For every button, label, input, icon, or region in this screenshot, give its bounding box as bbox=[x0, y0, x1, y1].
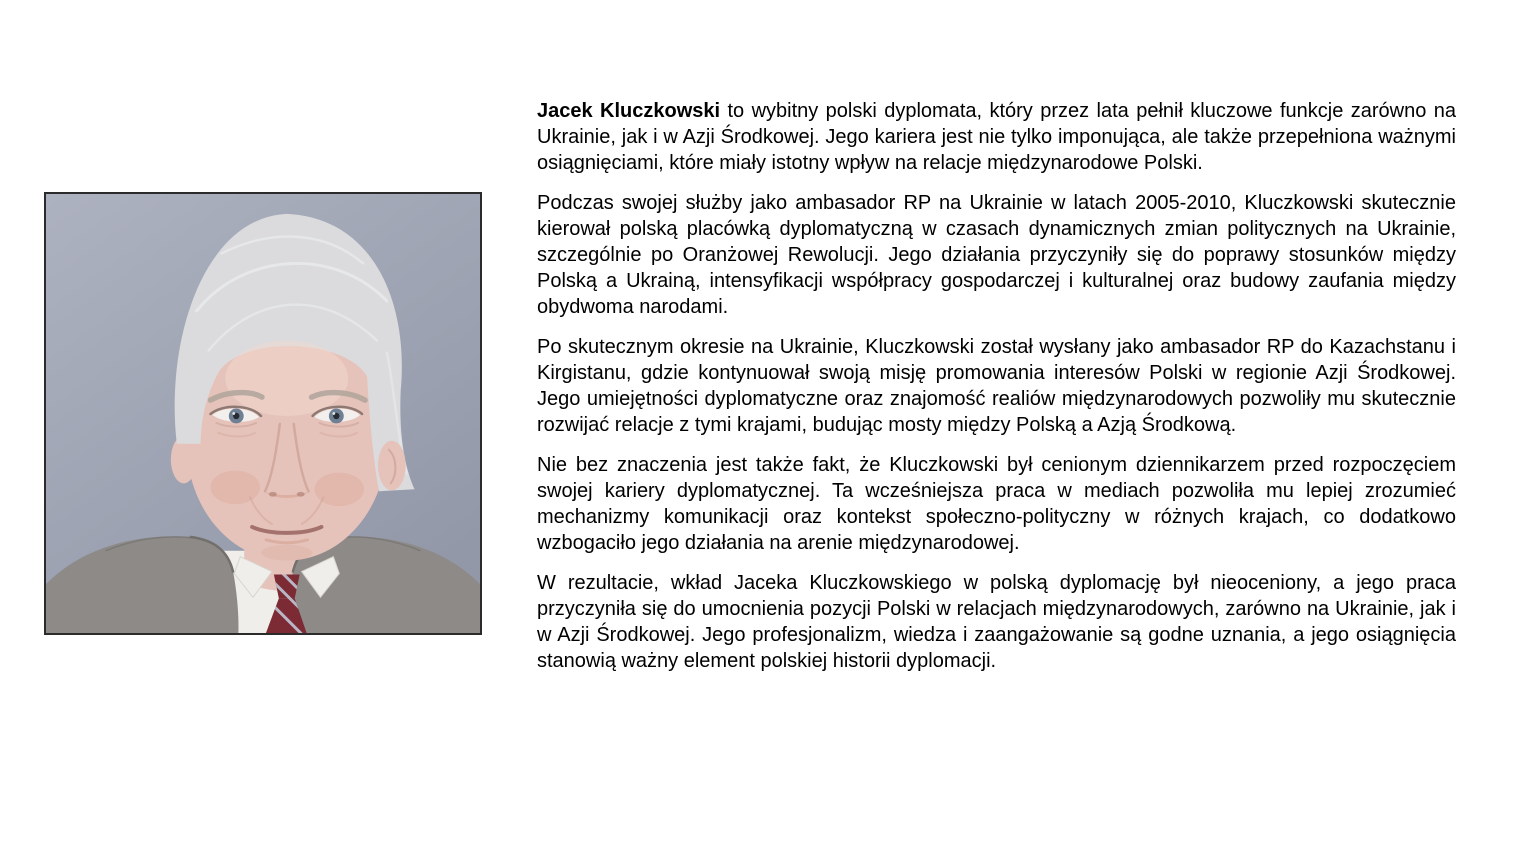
paragraph-ukraine-service: Podczas swojej służby jako ambasador RP na Ukrainie w latach 2005-2010, Kluczkowski skutecznie kierował polską placówką dyplomatyczną w czasach dynamicznych zmian politycznych na Ukrainie, szczególnie po Oranżowej Rewolucji. Jego działania przyczyniły się do poprawy stosunków między Polską a Ukrainą, intensyfikacji współpracy gospodarczej i kulturalnej oraz budowy zaufania między obydwoma narodami. bbox=[537, 192, 1456, 318]
person-name: Jacek Kluczkowski bbox=[537, 100, 721, 122]
paragraph-legacy: W rezultacie, wkład Jaceka Kluczkowskiego w polską dyplomację był nieoceniony, a jego praca przyczyniła się do umocnienia pozycji Polski w relacjach międzynarodowych, zarówno na Ukrainie, jak i w Azji Środkowej. Jego profesjonalizm, wiedza i zaangażowanie są godne uznania, a jego osiągnięcia stanowią ważny element polskiej historii dyplomacji. bbox=[537, 572, 1456, 672]
paragraph-central-asia: Po skutecznym okresie na Ukrainie, Kluczkowski został wysłany jako ambasador RP do Kazachstanu i Kirgistanu, gdzie kontynuował swoją misję promowania interesów Polski w regionie Azji Środkowej. Jego umiejętności dyplomatyczne oraz znajomość realiów międzynarodowych pozwoliły mu skutecznie rozwijać relacje z tymi krajami, budując mosty między Polską a Azją Środkową. bbox=[537, 336, 1456, 436]
right-ear bbox=[378, 441, 406, 491]
paragraph-journalism: Nie bez znaczenia jest także fakt, że Kluczkowski był cenionym dziennikarzem przed rozpoczęciem swojej kariery dyplomatycznej. Ta wcześniejsza praca w mediach pozwoliła mu lepiej zrozumieć mechanizmy komunikacji oraz kontekst społeczno-polityczny w różnych krajach, co dodatkowo wzbogaciło jego działania na arenie międzynarodowej. bbox=[537, 454, 1456, 554]
portrait-photo bbox=[44, 192, 482, 635]
biography-text bbox=[537, 98, 1456, 674]
portrait-illustration bbox=[46, 194, 480, 633]
paragraph-intro-text: to wybitny polski dyplomata, który przez lata pełnił kluczowe funkcje zarówno na Ukrainie, jak i w Azji Środkowej. Jego kariera jest nie tylko imponująca, ale także przepełniona ważnymi osiągnięciami, które miały istotny wpływ na relacje międzynarodowe Polski. bbox=[537, 100, 1457, 174]
paragraph-intro bbox=[537, 98, 1456, 176]
